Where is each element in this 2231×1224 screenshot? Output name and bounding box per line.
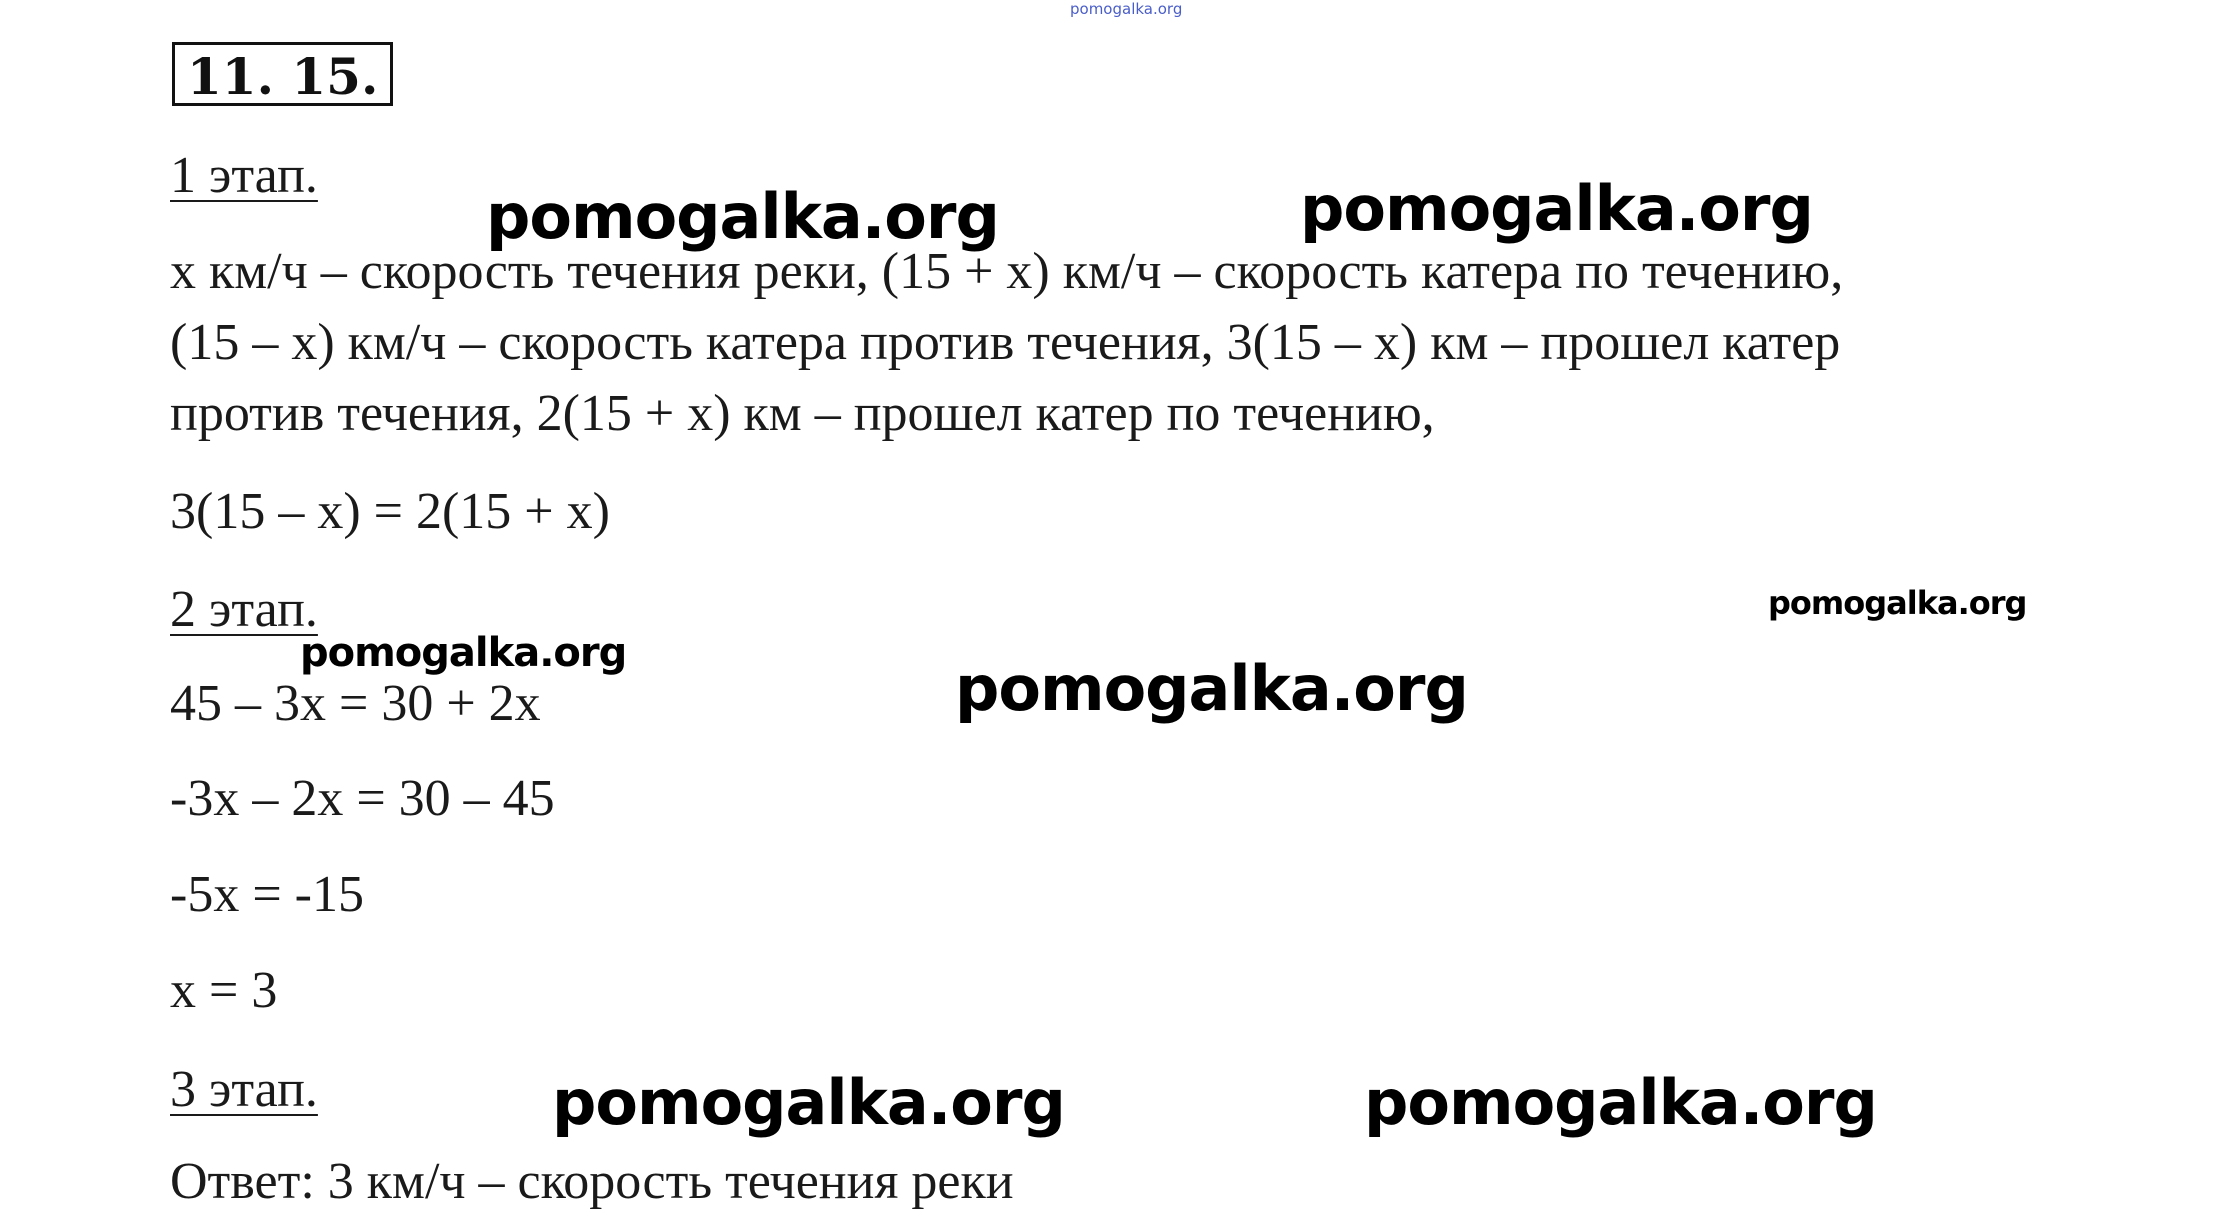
watermark: pomogalka.org — [955, 652, 1468, 725]
stage-3-heading: 3 этап. — [170, 1061, 318, 1118]
stage-1-equation: 3(15 – х) = 2(15 + х) — [170, 483, 610, 540]
watermark: pomogalka.org — [486, 180, 999, 253]
watermark: pomogalka.org — [300, 630, 627, 676]
stage-2-line: -5х = -15 — [170, 866, 364, 923]
watermark: pomogalka.org — [1768, 584, 2027, 622]
stage-2-line: -3х – 2х = 30 – 45 — [170, 770, 555, 827]
watermark: pomogalka.org — [1364, 1066, 1877, 1139]
stage-2-line: х = 3 — [170, 962, 278, 1019]
stage-2-line: 45 – 3х = 30 + 2х — [170, 675, 541, 732]
stage-2-heading: 2 этап. — [170, 581, 318, 638]
watermark: pomogalka.org — [1300, 172, 1813, 245]
stage-3-answer: Ответ: 3 км/ч – скорость течения реки — [170, 1153, 1014, 1210]
stage-1-line: х км/ч – скорость течения реки, (15 + х) км/ч – скорость катера по течению, — [170, 243, 1844, 300]
stage-1-heading: 1 этап. — [170, 147, 318, 204]
watermark: pomogalka.org — [552, 1066, 1065, 1139]
stage-1-line: (15 – х) км/ч – скорость катера против течения, 3(15 – х) км – прошел катер — [170, 314, 1841, 371]
stage-1-line: против течения, 2(15 + х) км – прошел катер по течению, — [170, 385, 1435, 442]
watermark: pomogalka.org — [1070, 0, 1183, 18]
problem-number-box: 11. 15. — [172, 42, 393, 106]
